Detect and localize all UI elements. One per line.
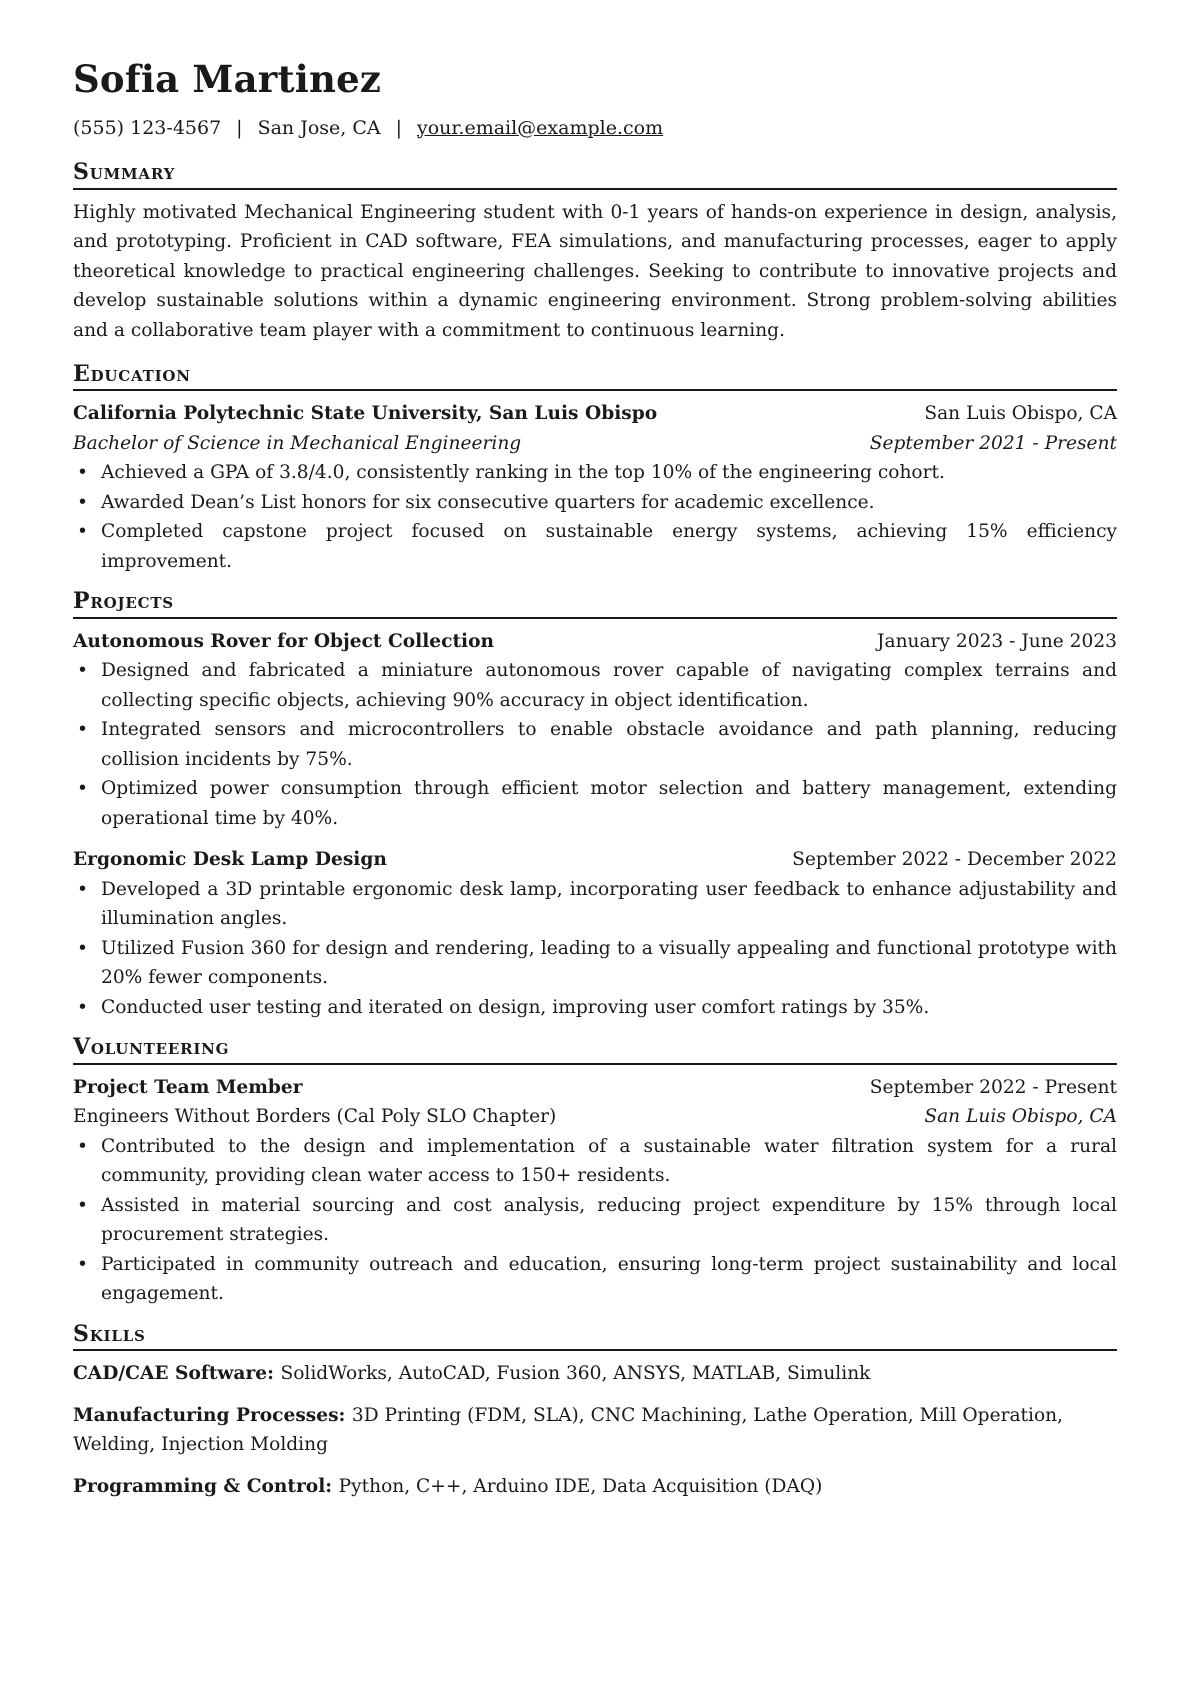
- section-title-skills: Skills: [73, 1321, 1117, 1351]
- volunteering-org-row: [73, 1102, 1117, 1132]
- summary-text: Highly motivated Mechanical Engineering student with 0-1 years of hands-on experience in design, analysis, and prototyping. Proficient in CAD software, FEA simulations, and manufacturing processes, eager to apply theoretical knowledge to practical engineering challenges. Seeking to contribute to innovative projects and develop sustainable solutions within a dynamic engineering environment. Strong problem-solving abilities and a collaborative team player with a commitment to continuous learning.: [73, 201, 1117, 341]
- school-name: California Polytechnic State University, San Luis Obispo: [73, 403, 658, 425]
- education-degree-row: [73, 429, 1117, 459]
- volunteer-organization: Engineers Without Borders (Cal Poly SLO Chapter): [73, 1106, 557, 1128]
- project-bullets: [73, 875, 1117, 1023]
- location: San Jose, CA: [257, 116, 381, 139]
- volunteer-location: San Luis Obispo, CA: [924, 1106, 1117, 1128]
- volunteering-bullets: [73, 1132, 1117, 1309]
- list-item: • Contributed to the design and implementation of a sustainable water filtration system for a rural community, providing clean water access to 150+ residents.: [101, 1132, 1117, 1191]
- list-item: • Assisted in material sourcing and cost analysis, reducing project expenditure by 15% through local procurement strategies.: [101, 1191, 1117, 1250]
- skill-value: Python, C++, Arduino IDE, Data Acquisition (DAQ): [338, 1475, 823, 1497]
- education-dates: September 2021 - Present: [869, 432, 1117, 454]
- skill-line: [73, 1472, 1117, 1502]
- skill-label: Programming & Control:: [73, 1475, 339, 1497]
- project-dates: September 2022 - December 2022: [792, 849, 1117, 871]
- project-name: Autonomous Rover for Object Collection: [73, 630, 495, 652]
- skill-label: CAD/CAE Software:: [73, 1363, 281, 1385]
- project-dates: January 2023 - June 2023: [877, 630, 1117, 652]
- summary-section: [73, 159, 1117, 345]
- project-name: Ergonomic Desk Lamp Design: [73, 849, 387, 871]
- list-item: • Utilized Fusion 360 for design and rendering, leading to a visually appealing and functional prototype with 20% fewer components.: [101, 934, 1117, 993]
- list-item: • Developed a 3D printable ergonomic desk lamp, incorporating user feedback to enhance adjustability and illumination angles.: [101, 875, 1117, 934]
- project-bullets: [73, 656, 1117, 833]
- email-link[interactable]: your.email@example.com: [417, 116, 664, 139]
- projects-section: [73, 588, 1117, 1022]
- section-title-volunteering: Volunteering: [73, 1034, 1117, 1064]
- school-location: San Luis Obispo, CA: [924, 403, 1117, 425]
- volunteer-dates: September 2022 - Present: [869, 1076, 1117, 1098]
- phone-number: (555) 123-4567: [73, 116, 222, 139]
- list-item: • Participated in community outreach and education, ensuring long-term project sustainability and local engagement.: [101, 1250, 1117, 1309]
- contact-line: [73, 115, 1117, 142]
- section-title-projects: Projects: [73, 588, 1117, 618]
- volunteering-header-row: [73, 1073, 1117, 1103]
- education-bullets: [73, 458, 1117, 576]
- list-item: • Optimized power consumption through efficient motor selection and battery management, extending operational time by 40%.: [101, 774, 1117, 833]
- section-title-education: Education: [73, 361, 1117, 391]
- candidate-name: Sofia Martinez: [73, 57, 382, 101]
- list-item: • Awarded Dean’s List honors for six consecutive quarters for academic excellence.: [101, 488, 1117, 518]
- list-item: • Conducted user testing and iterated on design, improving user comfort ratings by 35%.: [101, 993, 1117, 1023]
- skills-section: [73, 1321, 1117, 1501]
- volunteering-section: [73, 1034, 1117, 1308]
- skill-value: 3D Printing (FDM, SLA), CNC Machining, Lathe Operation, Mill Operation, Welding, Injection Molding: [73, 1404, 1064, 1456]
- degree: Bachelor of Science in Mechanical Engineering: [73, 432, 522, 454]
- skill-line: [73, 1359, 1117, 1389]
- section-title-summary: Summary: [73, 159, 1117, 189]
- education-header-row: [73, 399, 1117, 429]
- list-item: • Achieved a GPA of 3.8/4.0, consistently ranking in the top 10% of the engineering cohort.: [101, 458, 1117, 488]
- skill-label: Manufacturing Processes:: [73, 1404, 352, 1426]
- skill-line: [73, 1401, 1117, 1460]
- skill-value: SolidWorks, AutoCAD, Fusion 360, ANSYS, MATLAB, Simulink: [280, 1363, 871, 1385]
- project-header-row: [73, 845, 1117, 875]
- volunteer-role: Project Team Member: [73, 1076, 303, 1098]
- project-header-row: [73, 627, 1117, 657]
- list-item: • Integrated sensors and microcontrollers to enable obstacle avoidance and path planning, reducing collision incidents by 75%.: [101, 715, 1117, 774]
- contact-separator: |: [236, 116, 243, 139]
- list-item: • Designed and fabricated a miniature autonomous rover capable of navigating complex terrains and collecting specific objects, achieving 90% accuracy in object identification.: [101, 656, 1117, 715]
- list-item: • Completed capstone project focused on sustainable energy systems, achieving 15% efficiency improvement.: [101, 517, 1117, 576]
- education-section: [73, 361, 1117, 576]
- contact-separator: |: [395, 116, 402, 139]
